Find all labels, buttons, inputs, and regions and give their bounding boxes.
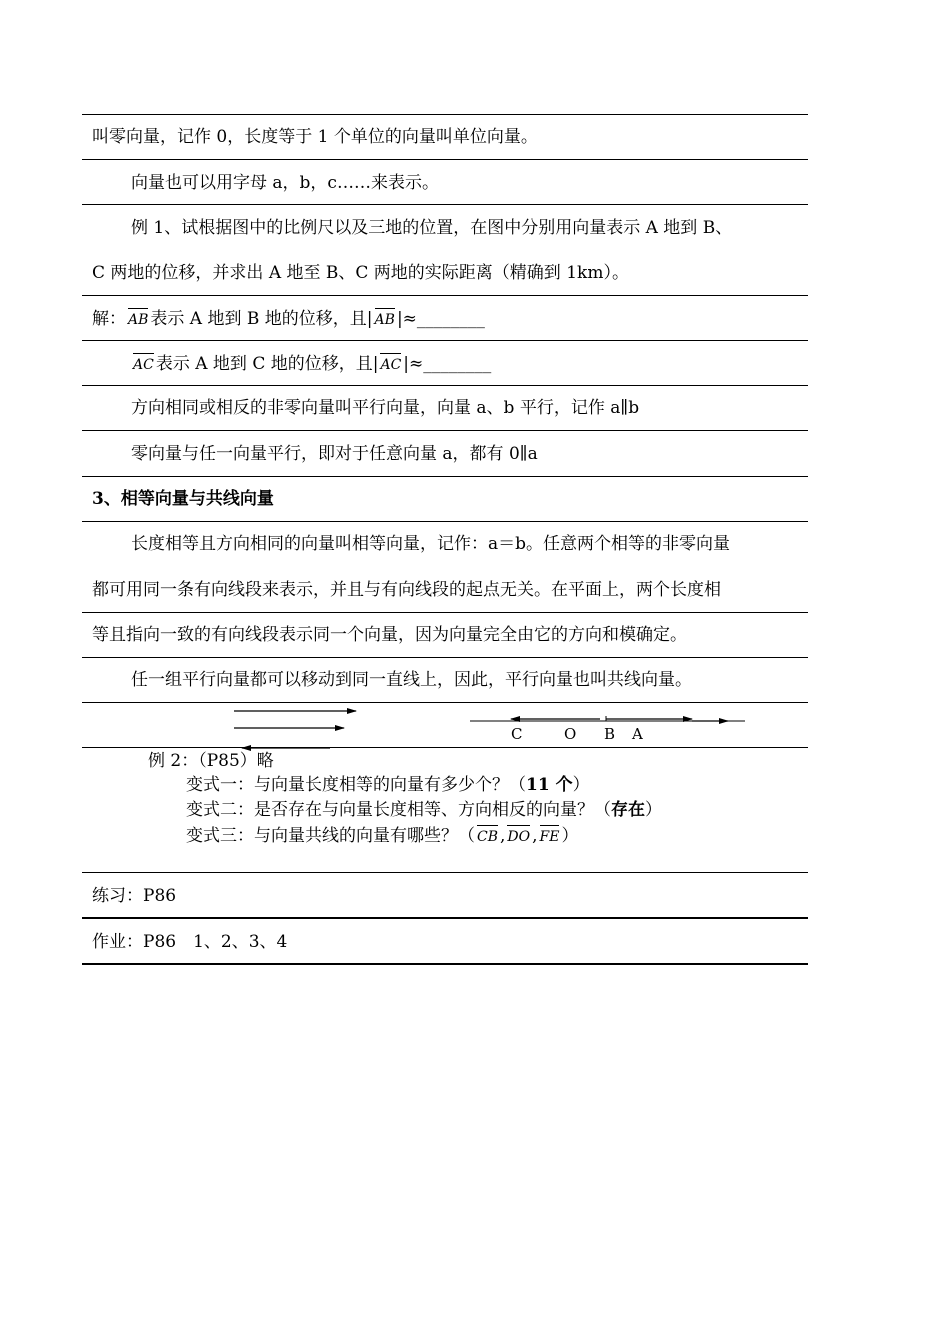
- example2-q2: [186, 799, 662, 821]
- comma-2: ,: [532, 826, 538, 846]
- label-b: B: [604, 725, 616, 743]
- homework-line: 作业：P86 1、2、3、4: [92, 932, 288, 952]
- vector-ac-abs: AC: [380, 352, 401, 376]
- line-equal-vector-c: 等且指向一致的有向线段表示同一个向量，因为向量完全由它的方向和模确定。: [92, 625, 687, 645]
- line-collinear: 任一组平行向量都可以移动到同一直线上，因此，平行向量也叫共线向量。: [131, 670, 692, 690]
- q3-text: 变式三：与向量共线的向量有哪些？（: [186, 826, 475, 846]
- q1-close: ）: [572, 775, 590, 795]
- label-c: C: [511, 725, 523, 743]
- q2-text: 变式二：是否存在与向量长度相等、方向相反的向量？（: [186, 800, 611, 820]
- q2-close: ）: [645, 800, 662, 820]
- vector-ac: AC: [133, 352, 154, 376]
- solution-ab-middle: 表示 A 地到 B 地的位移，且|: [150, 309, 373, 329]
- solution-prefix: 解：: [92, 309, 126, 329]
- rule-14: [82, 872, 808, 873]
- rule-15: [82, 917, 808, 919]
- q3-close: ）: [561, 826, 579, 846]
- solution-ac-suffix: |≈________: [403, 354, 492, 374]
- line-equal-vector-b: 都可用同一条有向线段来表示，并且与有向线段的起点无关。在平面上，两个长度相: [92, 580, 721, 600]
- label-o: O: [564, 725, 577, 743]
- example2-title: 例 2：（P85）略: [148, 751, 274, 771]
- vector-ab-abs: AB: [375, 307, 395, 331]
- example2-q3: [186, 824, 578, 848]
- solution-ac-middle: 表示 A 地到 C 地的位移，且|: [155, 354, 379, 374]
- comma-1: ,: [500, 826, 506, 846]
- example2-q1: [186, 774, 590, 796]
- rule-16: [82, 963, 808, 965]
- line-equal-vector-a: 长度相等且方向相同的向量叫相等向量，记作：a＝b。任意两个相等的非零向量: [131, 534, 731, 554]
- line-example1-b: C 两地的位移，并求出 A 地至 B、C 两地的实际距离（精确到 1km）。: [92, 263, 629, 283]
- vector-cb: CB: [477, 824, 498, 848]
- vector-do: DO: [507, 824, 530, 848]
- vector-ab: AB: [128, 307, 148, 331]
- q2-answer: 存在: [611, 800, 645, 820]
- vector-fe: FE: [540, 824, 560, 848]
- line-parallel-def: 方向相同或相反的非零向量叫平行向量，向量 a、b 平行，记作 a∥b: [131, 398, 640, 418]
- q1-answer: 11 个: [526, 775, 573, 795]
- practice-line: 练习：P86: [92, 886, 177, 906]
- section-heading: 3、相等向量与共线向量: [92, 489, 274, 509]
- line-zero-vector: 叫零向量，记作 0，长度等于 1 个单位的向量叫单位向量。: [92, 127, 538, 147]
- solution-ab-suffix: |≈________: [396, 309, 485, 329]
- line-example1-a: 例 1、试根据图中的比例尺以及三地的位置，在图中分别用向量表示 A 地到 B、: [131, 218, 733, 238]
- label-a: A: [632, 725, 643, 743]
- line-letter-notation: 向量也可以用字母 a，b，c……来表示。: [131, 173, 439, 193]
- line-zero-parallel: 零向量与任一向量平行，即对于任意向量 a，都有 0∥a: [131, 444, 538, 464]
- q1-text: 变式一：与向量长度相等的向量有多少个？（: [186, 775, 526, 795]
